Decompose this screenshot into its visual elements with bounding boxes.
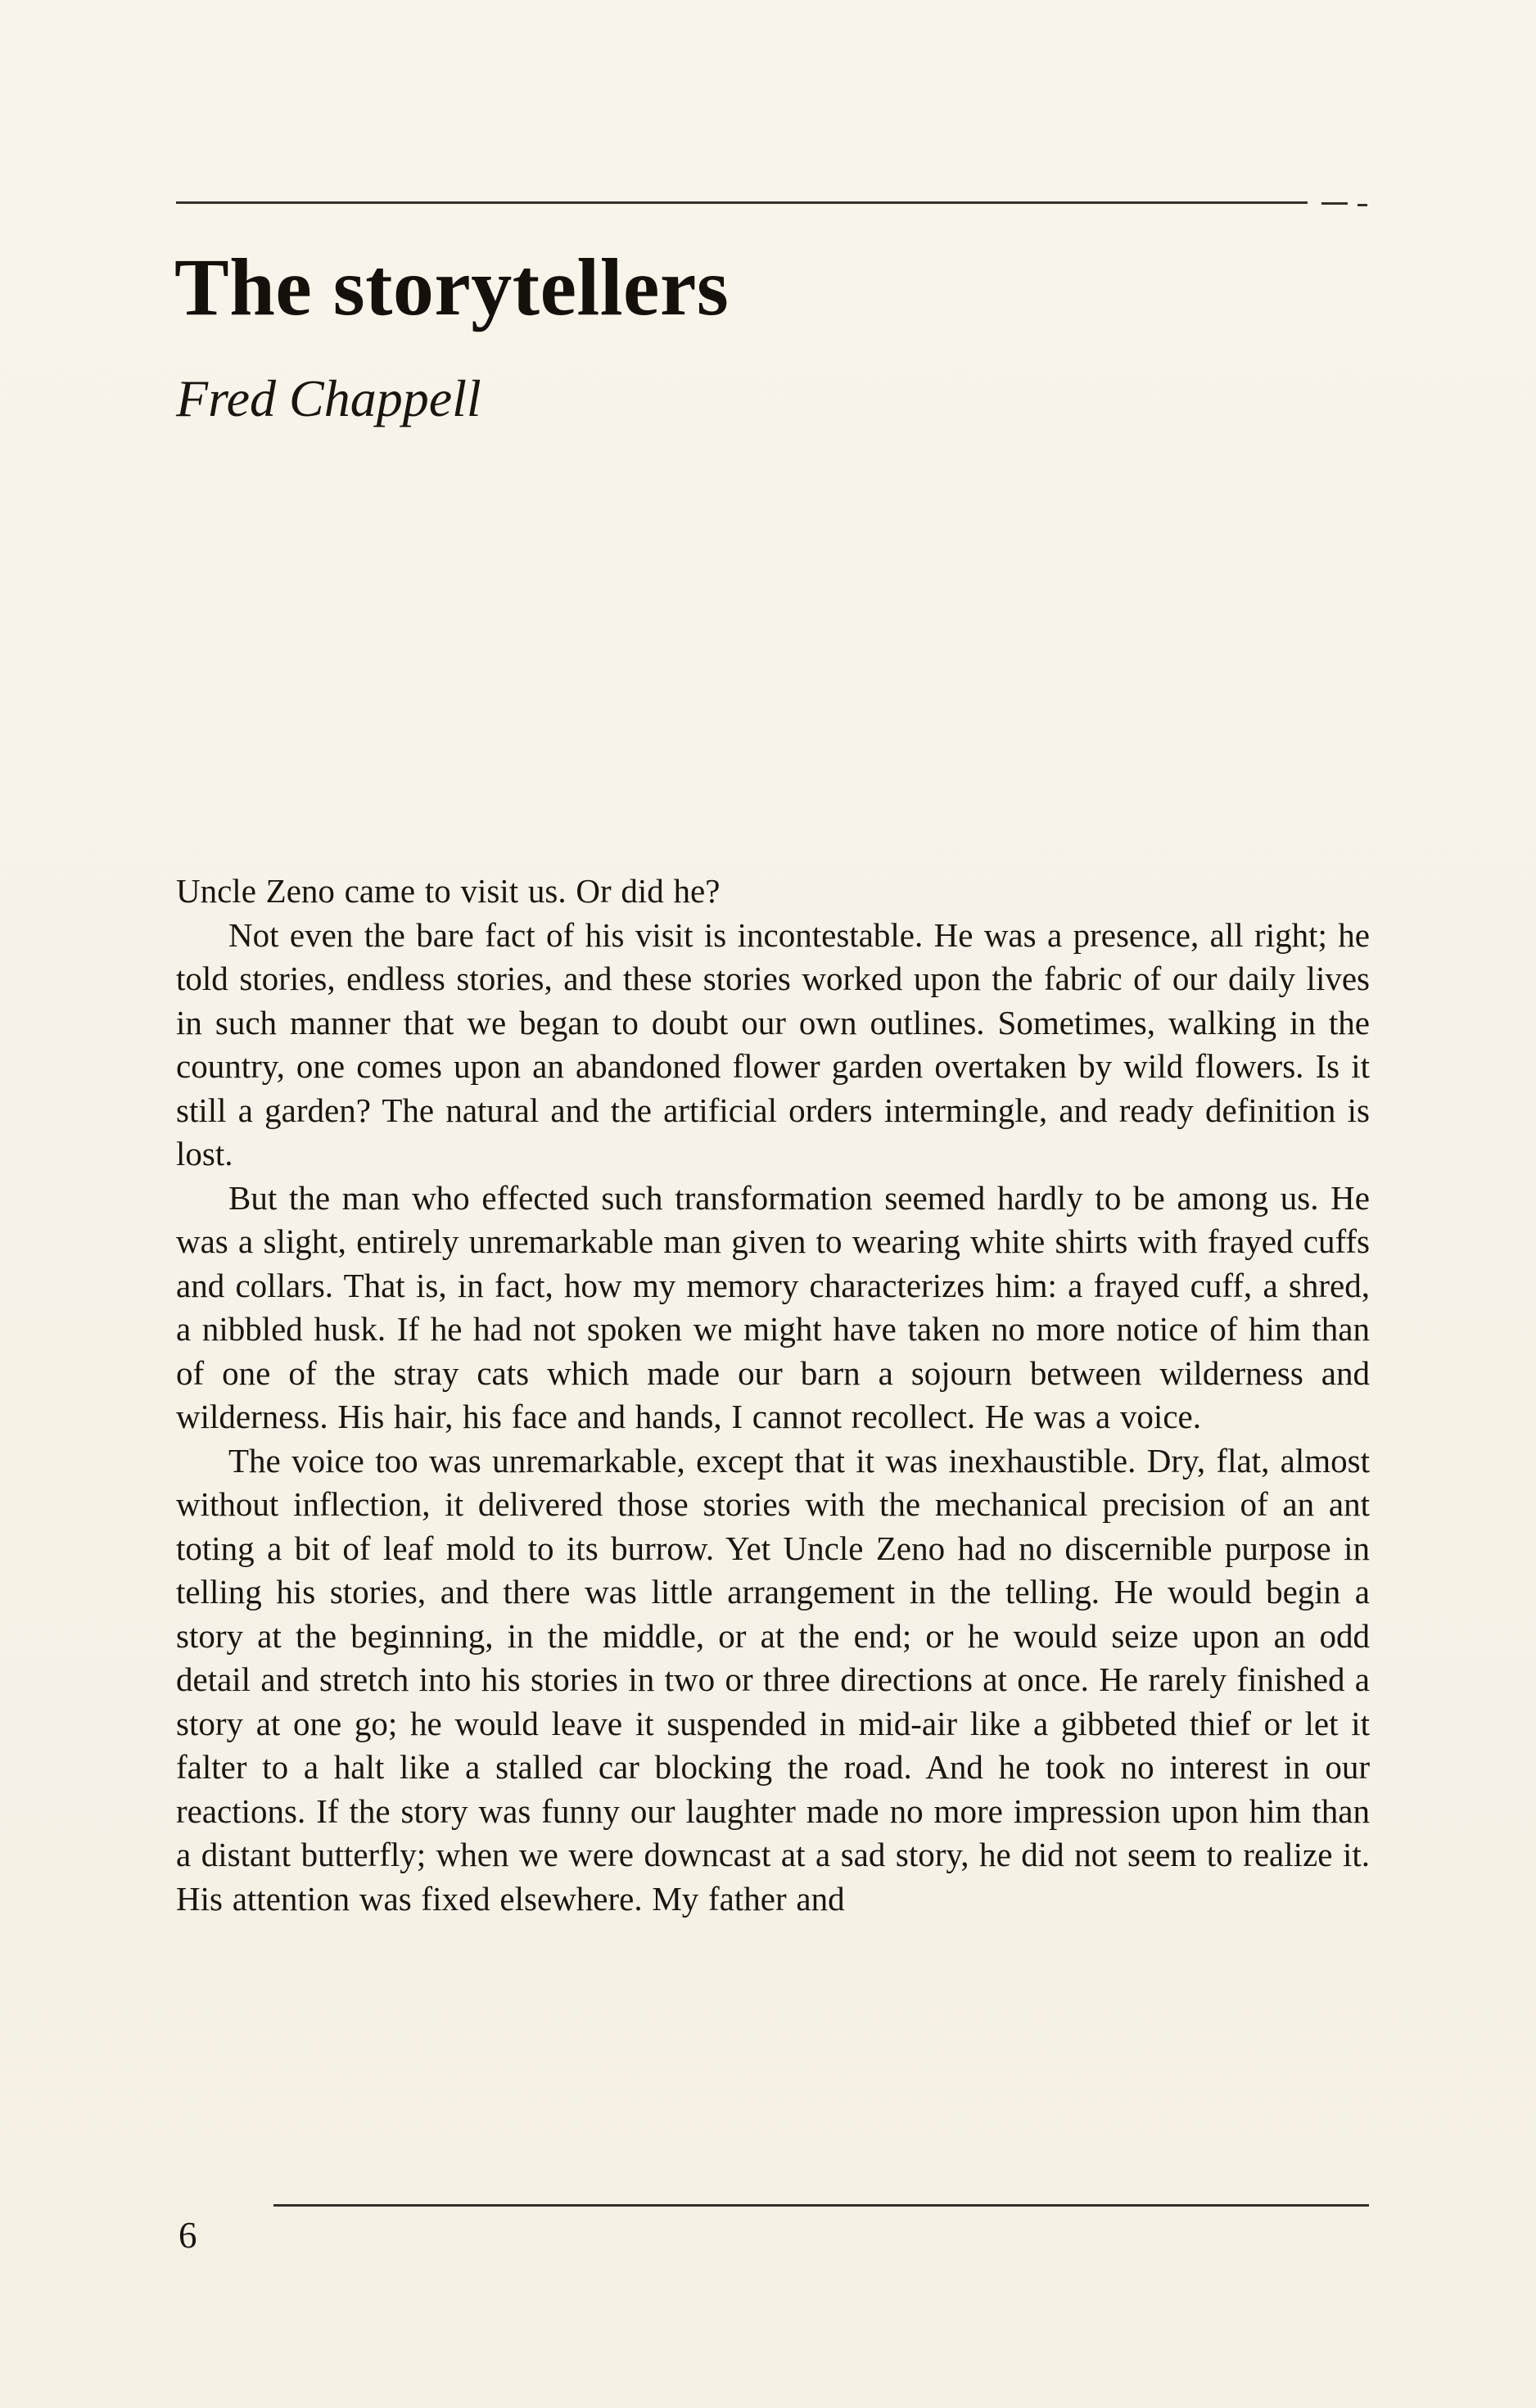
body-text	[176, 870, 1370, 1921]
top-rule-dash	[1321, 202, 1348, 205]
top-rule	[176, 201, 1308, 204]
paragraph: Not even the bare fact of his visit is incontestable. He was a presence, all right; he told stories, endless stories, and these stories worked upon the fabric of our daily lives in such manner that we began to doubt our own outlines. Sometimes, walking in the country, one comes upon an abandoned flower garden overtaken by wild flowers. Is it still a garden? The natural and the artificial orders intermingle, and ready definition is lost.	[176, 915, 1370, 1172]
paragraph: The voice too was unremarkable, except that it was inexhaustible. Dry, flat, almost without inflection, it delivered those stories with the mechanical precision of an ant toting a bit of leaf mold to its burrow. Yet Uncle Zeno had no discernible purpose in telling his stories, and there was little arrangement in the telling. He would begin a story at the beginning, in the middle, or at the end; or he would seize upon an odd detail and stretch into his stories in two or three directions at once. He rarely finished a story at one go; he would leave it suspended in mid-air like a gibbeted thief or let it falter to a halt like a stalled car blocking the road. And he took no interest in our reactions. If the story was funny our laughter made no more impression upon him than a distant butterfly; when we were downcast at a sad story, he did not seem to realize it. His attention was fixed elsewhere. My father and	[176, 1441, 1370, 1918]
author-name: Fred Chappell	[176, 369, 481, 427]
bottom-rule	[273, 2204, 1369, 2207]
page-number: 6	[178, 2215, 197, 2256]
top-rule-dash-2	[1358, 204, 1367, 206]
page-title: The storytellers	[174, 242, 730, 332]
paragraph: Uncle Zeno came to visit us. Or did he?	[176, 872, 721, 910]
paragraph: But the man who effected such transformation seemed hardly to be among us. He was a slight, entirely unremarkable man given to wearing white shirts with frayed cuffs and collars. That is, in fact, how my memory characterizes him: a frayed cuff, a shred, a nibbled husk. If he had not spoken we might have taken no more notice of him than of one of the stray cats which made our barn a sojourn between wilderness and wilderness. His hair, his face and hands, I cannot recollect. He was a voice.	[176, 1178, 1370, 1435]
